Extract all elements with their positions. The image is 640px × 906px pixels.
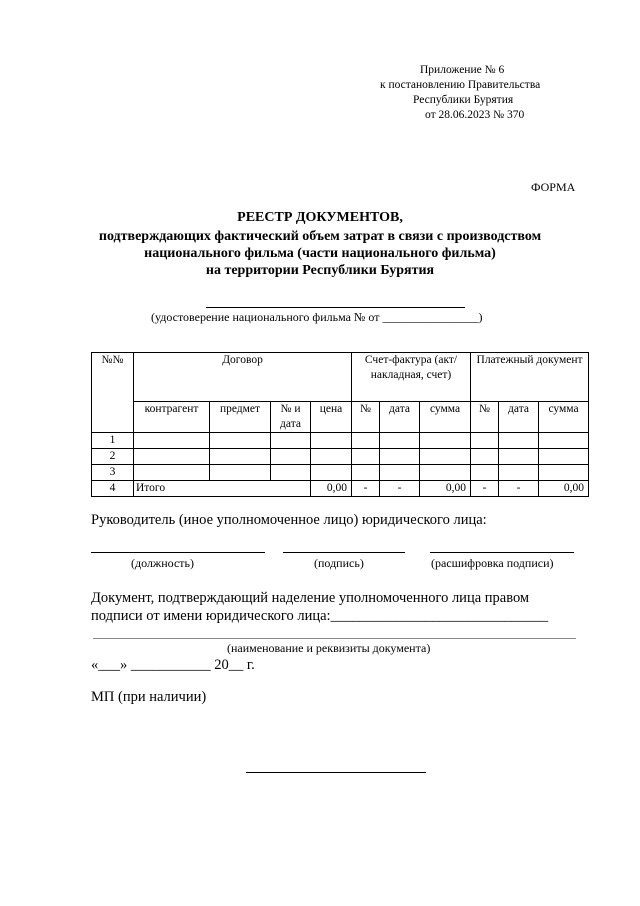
document-title-line-4: на территории Республики Бурятия xyxy=(205,263,435,278)
subheader-payment-date: дата xyxy=(499,402,539,433)
total-payment-sum: 0,00 xyxy=(539,481,589,497)
table-cell[interactable] xyxy=(134,449,210,465)
document-title-line-1: РЕЕСТР ДОКУМЕНТОВ, xyxy=(237,210,403,225)
table-cell[interactable] xyxy=(420,449,471,465)
total-invoice-sum: 0,00 xyxy=(420,481,471,497)
subheader-payment-sum: сумма xyxy=(539,402,589,433)
position-blank-line[interactable] xyxy=(91,552,265,553)
table-cell[interactable] xyxy=(311,433,352,449)
row-number: 1 xyxy=(92,433,134,449)
registry-table xyxy=(91,352,589,497)
authorizing-document-text-line-2: подписи от имени юридического лица:______________________________ xyxy=(91,608,549,624)
document-blank-line[interactable] xyxy=(93,638,576,639)
total-invoice-no: - xyxy=(352,481,380,497)
total-payment-no: - xyxy=(471,481,499,497)
subheader-invoice-no: № xyxy=(352,402,380,433)
table-cell[interactable] xyxy=(271,433,311,449)
table-cell[interactable] xyxy=(271,465,311,481)
total-payment-date: - xyxy=(499,481,539,497)
appendix-line-4: от 28.06.2023 № 370 xyxy=(425,109,525,121)
table-cell[interactable] xyxy=(352,449,380,465)
position-caption: (должность) xyxy=(131,556,194,570)
table-row xyxy=(92,465,589,481)
table-cell[interactable] xyxy=(539,465,589,481)
table-cell[interactable] xyxy=(210,449,271,465)
signature-caption: (подпись) xyxy=(314,556,364,570)
table-row xyxy=(92,449,589,465)
subheader-number-date: № и дата xyxy=(271,402,311,433)
table-cell[interactable] xyxy=(420,433,471,449)
row-number: 2 xyxy=(92,449,134,465)
header-invoice: Счет-фактура (акт/накладная, счет) xyxy=(352,353,471,402)
table-cell[interactable] xyxy=(471,465,499,481)
table-cell[interactable] xyxy=(311,465,352,481)
table-cell[interactable] xyxy=(134,465,210,481)
decoding-caption: (расшифровка подписи) xyxy=(431,556,554,570)
table-cell[interactable] xyxy=(380,449,420,465)
subheader-subject: предмет xyxy=(210,402,271,433)
table-cell[interactable] xyxy=(420,465,471,481)
table-cell[interactable] xyxy=(499,465,539,481)
table-cell[interactable] xyxy=(134,433,210,449)
table-cell[interactable] xyxy=(311,449,352,465)
total-price: 0,00 xyxy=(311,481,352,497)
table-cell[interactable] xyxy=(539,433,589,449)
appendix-line-3: Республики Бурятия xyxy=(413,94,514,106)
table-cell[interactable] xyxy=(271,449,311,465)
table-cell[interactable] xyxy=(210,465,271,481)
certificate-caption: (удостоверение национального фильма № от ________________) xyxy=(151,310,483,324)
subheader-payment-no: № xyxy=(471,402,499,433)
table-cell[interactable] xyxy=(499,449,539,465)
table-cell[interactable] xyxy=(352,433,380,449)
total-row xyxy=(92,481,589,497)
total-invoice-date: - xyxy=(380,481,420,497)
row-number: 3 xyxy=(92,465,134,481)
subheader-price: цена xyxy=(311,402,352,433)
subheader-invoice-sum: сумма xyxy=(420,402,471,433)
certificate-blank-line[interactable] xyxy=(206,307,465,308)
total-label: Итого xyxy=(134,481,311,497)
header-num: №№ xyxy=(92,353,134,433)
appendix-line-1: Приложение № 6 xyxy=(420,64,505,76)
subheader-invoice-date: дата xyxy=(380,402,420,433)
date-line: «___» ___________ 20__ г. xyxy=(91,657,255,673)
bottom-separator-line xyxy=(246,772,426,773)
document-title-line-2: подтверждающих фактический объем затрат в связи с производством xyxy=(98,229,542,244)
document-title-line-3: национального фильма (части национального фильма) xyxy=(144,246,496,261)
table-row xyxy=(92,433,589,449)
stamp-label: МП (при наличии) xyxy=(91,689,207,705)
form-label: ФОРМА xyxy=(531,180,576,194)
authorizing-document-text-line-1: Документ, подтверждающий наделение уполномоченного лица правом xyxy=(91,590,530,606)
document-caption: (наименование и реквизиты документа) xyxy=(227,641,431,655)
table-cell[interactable] xyxy=(352,465,380,481)
table-cell[interactable] xyxy=(210,433,271,449)
subheader-counterparty: контрагент xyxy=(134,402,210,433)
table-cell[interactable] xyxy=(471,433,499,449)
decoding-blank-line[interactable] xyxy=(430,552,574,553)
appendix-line-2: к постановлению Правительства xyxy=(380,79,541,91)
header-contract: Договор xyxy=(134,353,352,402)
signature-blank-line[interactable] xyxy=(283,552,405,553)
table-cell[interactable] xyxy=(380,433,420,449)
table-cell[interactable] xyxy=(539,449,589,465)
manager-line: Руководитель (иное уполномоченное лицо) юридического лица: xyxy=(91,512,487,528)
table-cell[interactable] xyxy=(380,465,420,481)
table-cell[interactable] xyxy=(499,433,539,449)
header-payment: Платежный документ xyxy=(471,353,589,402)
table-cell[interactable] xyxy=(471,449,499,465)
row-number: 4 xyxy=(92,481,134,497)
